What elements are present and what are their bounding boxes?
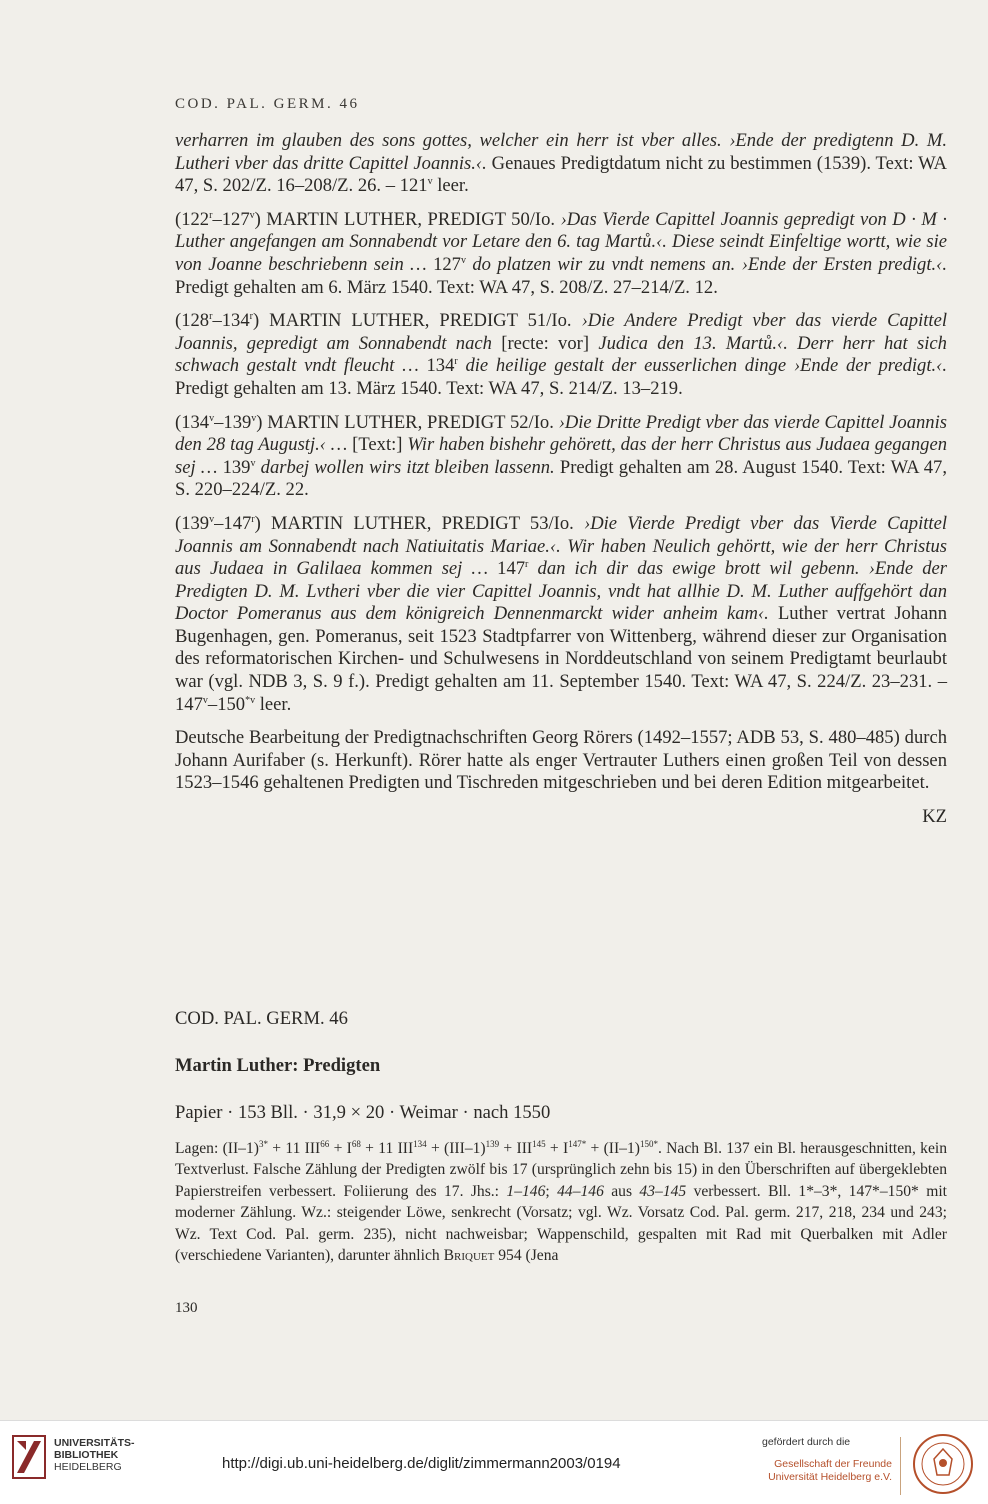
catalog-meta: Papier · 153 Bll. · 31,9 × 20 · Weimar · nach 1550 xyxy=(175,1102,551,1123)
running-head: COD. PAL. GERM. 46 xyxy=(175,96,360,112)
paragraph-2: (122$^r$–127$^v$) MARTIN LUTHER, PREDIGT 50/Io. ›Das Vierde Capittel Joannis gepredigt von D · M · Luther angefangen am Sonnabendt vor Letare den 6. tag Martů.‹. Diese seindt Einfeltige wortt, wie sie von Joanne beschriebenn sein … 127$^v$ do platzen wir zu vndt nemens an. ›Ende der Ersten predigt.‹. Predigt gehalten am 6. März 1540. Text: WA 47, S. 208/Z. 27–214/Z. 12. xyxy=(175,208,948,298)
author-signature: KZ xyxy=(922,806,947,828)
sponsor-name[interactable]: Gesellschaft der Freunde Universität Heidelberg e.V. xyxy=(768,1458,892,1483)
catalog-heading: Martin Luther: Predigten xyxy=(175,1055,381,1076)
paragraph-5: (139$^v$–147$^r$) MARTIN LUTHER, PREDIGT 53/Io. ›Die Vierde Predigt vber das Vierde Capittel Joannis am Sonnabendt nach Natiuitatis Mariae.‹. Wir haben Neulich gehörtt, wie der herr Christus aus Judaea in Galilaea kommen sej … 147$^r$ dan ich dir das ewige brott wil gebenn. ›Ende der Predigten D. M. Lvtheri vber die vier Capittel Joannis, vndt hat allhie D. M. Luther auffgehört dan Doctor Pomeranus aus dem königreich Dennenmarckt wider anheim kam‹. Luther vertrat Johann Bugenhagen, gen. Pomeranus, seit 1523 Stadtpfarrer von Wittenberg, während dieser zur Organisation des reformatorischen Kirchen- und Schulwesens in Norddeutschland von seinem Predigtamt beurlaubt war (vgl. NDB 3, S. 9 f.). Predigt gehalten am 11. September 1540. Text: WA 47, S. 224/Z. 23–231. – 147$^v$–150$^{*v}$ leer. xyxy=(175,512,948,715)
page-number: 130 xyxy=(175,1300,198,1316)
university-seal-icon xyxy=(912,1433,974,1495)
body-text xyxy=(175,130,947,840)
sponsor-divider xyxy=(900,1437,901,1495)
permalink-url[interactable]: http://digi.ub.uni-heidelberg.de/diglit/zimmermann2003/0194 xyxy=(222,1455,621,1472)
paragraph-6: Deutsche Bearbeitung der Predigtnachschriften Georg Rörers (1492–1557; ADB 53, S. 480–485) durch Johann Aurifaber (s. Herkunft). Rörer hatte als enger Vertrauter Luthers einen großen Teil von dessen 1523–1546 gehaltenen Predigten und Tischreden mitgeschrieben und bei deren Edition mitgearbeitet. xyxy=(175,727,947,794)
catalog-lagen: Lagen: $(II-1)^{3*} + 11$ $III^{66} + I^{68} + 11$ $III^{134} + (III-1)^{139} + III^{145} + I^{147*} + (II-1)^{150*}$. Nach Bl. 137 ein Bl. herausgeschnitten, kein Textverlust. Falsche Zählung der Predigten zwölf bis 17 (ursprünglich zehn bis 15) in den Überschriften auf übergeklebten Papierstreifen verbessert. Foliierung des 17. Jhs.: 1–146; 44–146 aus 43–145 verbessert. Bll. 1*–3*, 147*–150* mit moderner Zählung. Wz.: steigender Löwe, senkrecht (Vorsatz; vgl. Wz. Vorsatz Cod. Pal. germ. 217, 218, 234 und 243; Wz. Text Cod. Pal. germ. 235), nicht nachweisbar; Wappenschild, gespalten mit Rad mit Querbalken mit Adler (verschiedene Varianten), darunter ähnlich Briquet 954 (Jena xyxy=(175,1138,948,1265)
paragraph-1: verharren im glauben des sons gottes, welcher ein herr ist vber alles. ›Ende der predigtenn D. M. Lutheri vber das dritte Capittel Joannis.‹. Genaues Predigtdatum nicht zu bestimmen (1539). Text: WA 47, S. 202/Z. 16–208/Z. 26. – 121$^v$ leer. xyxy=(175,130,947,197)
footer-bar xyxy=(0,1420,988,1504)
sponsor-label: gefördert durch die xyxy=(762,1436,851,1448)
catalog-title: COD. PAL. GERM. 46 xyxy=(175,1008,348,1029)
paragraph-4: (134$^v$–139$^v$) MARTIN LUTHER, PREDIGT 52/Io. ›Die Dritte Predigt vber das vierde Capittel Joannis den 28 tag Augustj.‹ … [Text:] Wir haben bishehr gehörett, das der herr Christus aus Judaea gegangen sej … 139$^v$ darbej wollen wirs itzt bleiben lassenn. Predigt gehalten am 28. August 1540. Text: WA 47, S. 220–224/Z. 22. xyxy=(175,411,948,501)
library-name[interactable]: UNIVERSITÄTS- BIBLIOTHEK HEIDELBERG xyxy=(54,1437,135,1473)
library-logo-icon[interactable] xyxy=(12,1435,46,1479)
paragraph-3: (128$^r$–134$^r$) MARTIN LUTHER, PREDIGT 51/Io. ›Die Andere Predigt vber das vierde Capittel Joannis, gepredigt am Sonnabendt nach [recte: vor] Judica den 13. Martů.‹. Derr herr hat sich schwach gestalt vndt fleucht … 134$^r$ die heilige gestalt der eusserlichen dinge ›Ende der predigt.‹. Predigt gehalten am 13. März 1540. Text: WA 47, S. 214/Z. 13–219. xyxy=(175,310,948,399)
